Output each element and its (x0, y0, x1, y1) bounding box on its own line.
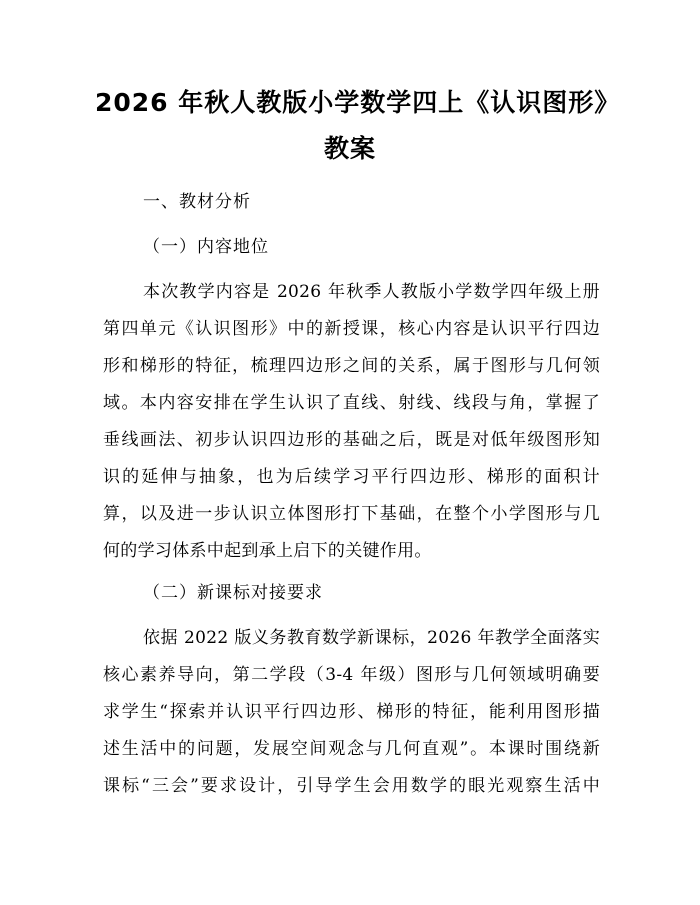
paragraph-line: 识的延伸与抽象，也为后续学习平行四边形、梯形的面积计 (103, 467, 600, 487)
paragraph-line: 垂线画法、初步认识四边形的基础之后，既是对低年级图形知 (103, 430, 600, 450)
paragraph-line: 域。本内容安排在学生认识了直线、射线、线段与角，掌握了 (103, 393, 600, 413)
paragraph-line: 述生活中的问题，发展空间观念与几何直观”。本课时围绕新 (103, 739, 600, 759)
paragraph-line: 本次教学内容是 2026 年秋季人教版小学数学四年级上册 (143, 282, 600, 302)
section-heading-textbook-analysis: 一、教材分析 (143, 192, 251, 212)
paragraph-line: 算，以及进一步认识立体图形打下基础，在整个小学图形与几 (103, 504, 600, 524)
document-title-line-2: 教案 (323, 134, 376, 163)
document-title-line-1: 2026 年秋人教版小学数学四上《认识图形》 (95, 88, 621, 117)
paragraph-line: 依据 2022 版义务教育数学新课标，2026 年教学全面落实 (143, 628, 600, 648)
paragraph-line: 形和梯形的特征，梳理四边形之间的关系，属于图形与几何领 (103, 356, 600, 376)
subsection-heading-content-position: （一）内容地位 (143, 237, 269, 257)
paragraph-line: 求学生“探索并认识平行四边形、梯形的特征，能利用图形描 (103, 702, 600, 722)
paragraph-line: 何的学习体系中起到承上启下的关键作用。 (103, 541, 432, 561)
paragraph-line: 课标“三会”要求设计，引导学生会用数学的眼光观察生活中 (103, 776, 600, 796)
paragraph-line: 第四单元《认识图形》中的新授课，核心内容是认识平行四边 (103, 319, 600, 339)
paragraph-line: 核心素养导向，第二学段（3-4 年级）图形与几何领域明确要 (103, 665, 600, 685)
subsection-heading-curriculum-requirements: （二）新课标对接要求 (143, 583, 323, 603)
